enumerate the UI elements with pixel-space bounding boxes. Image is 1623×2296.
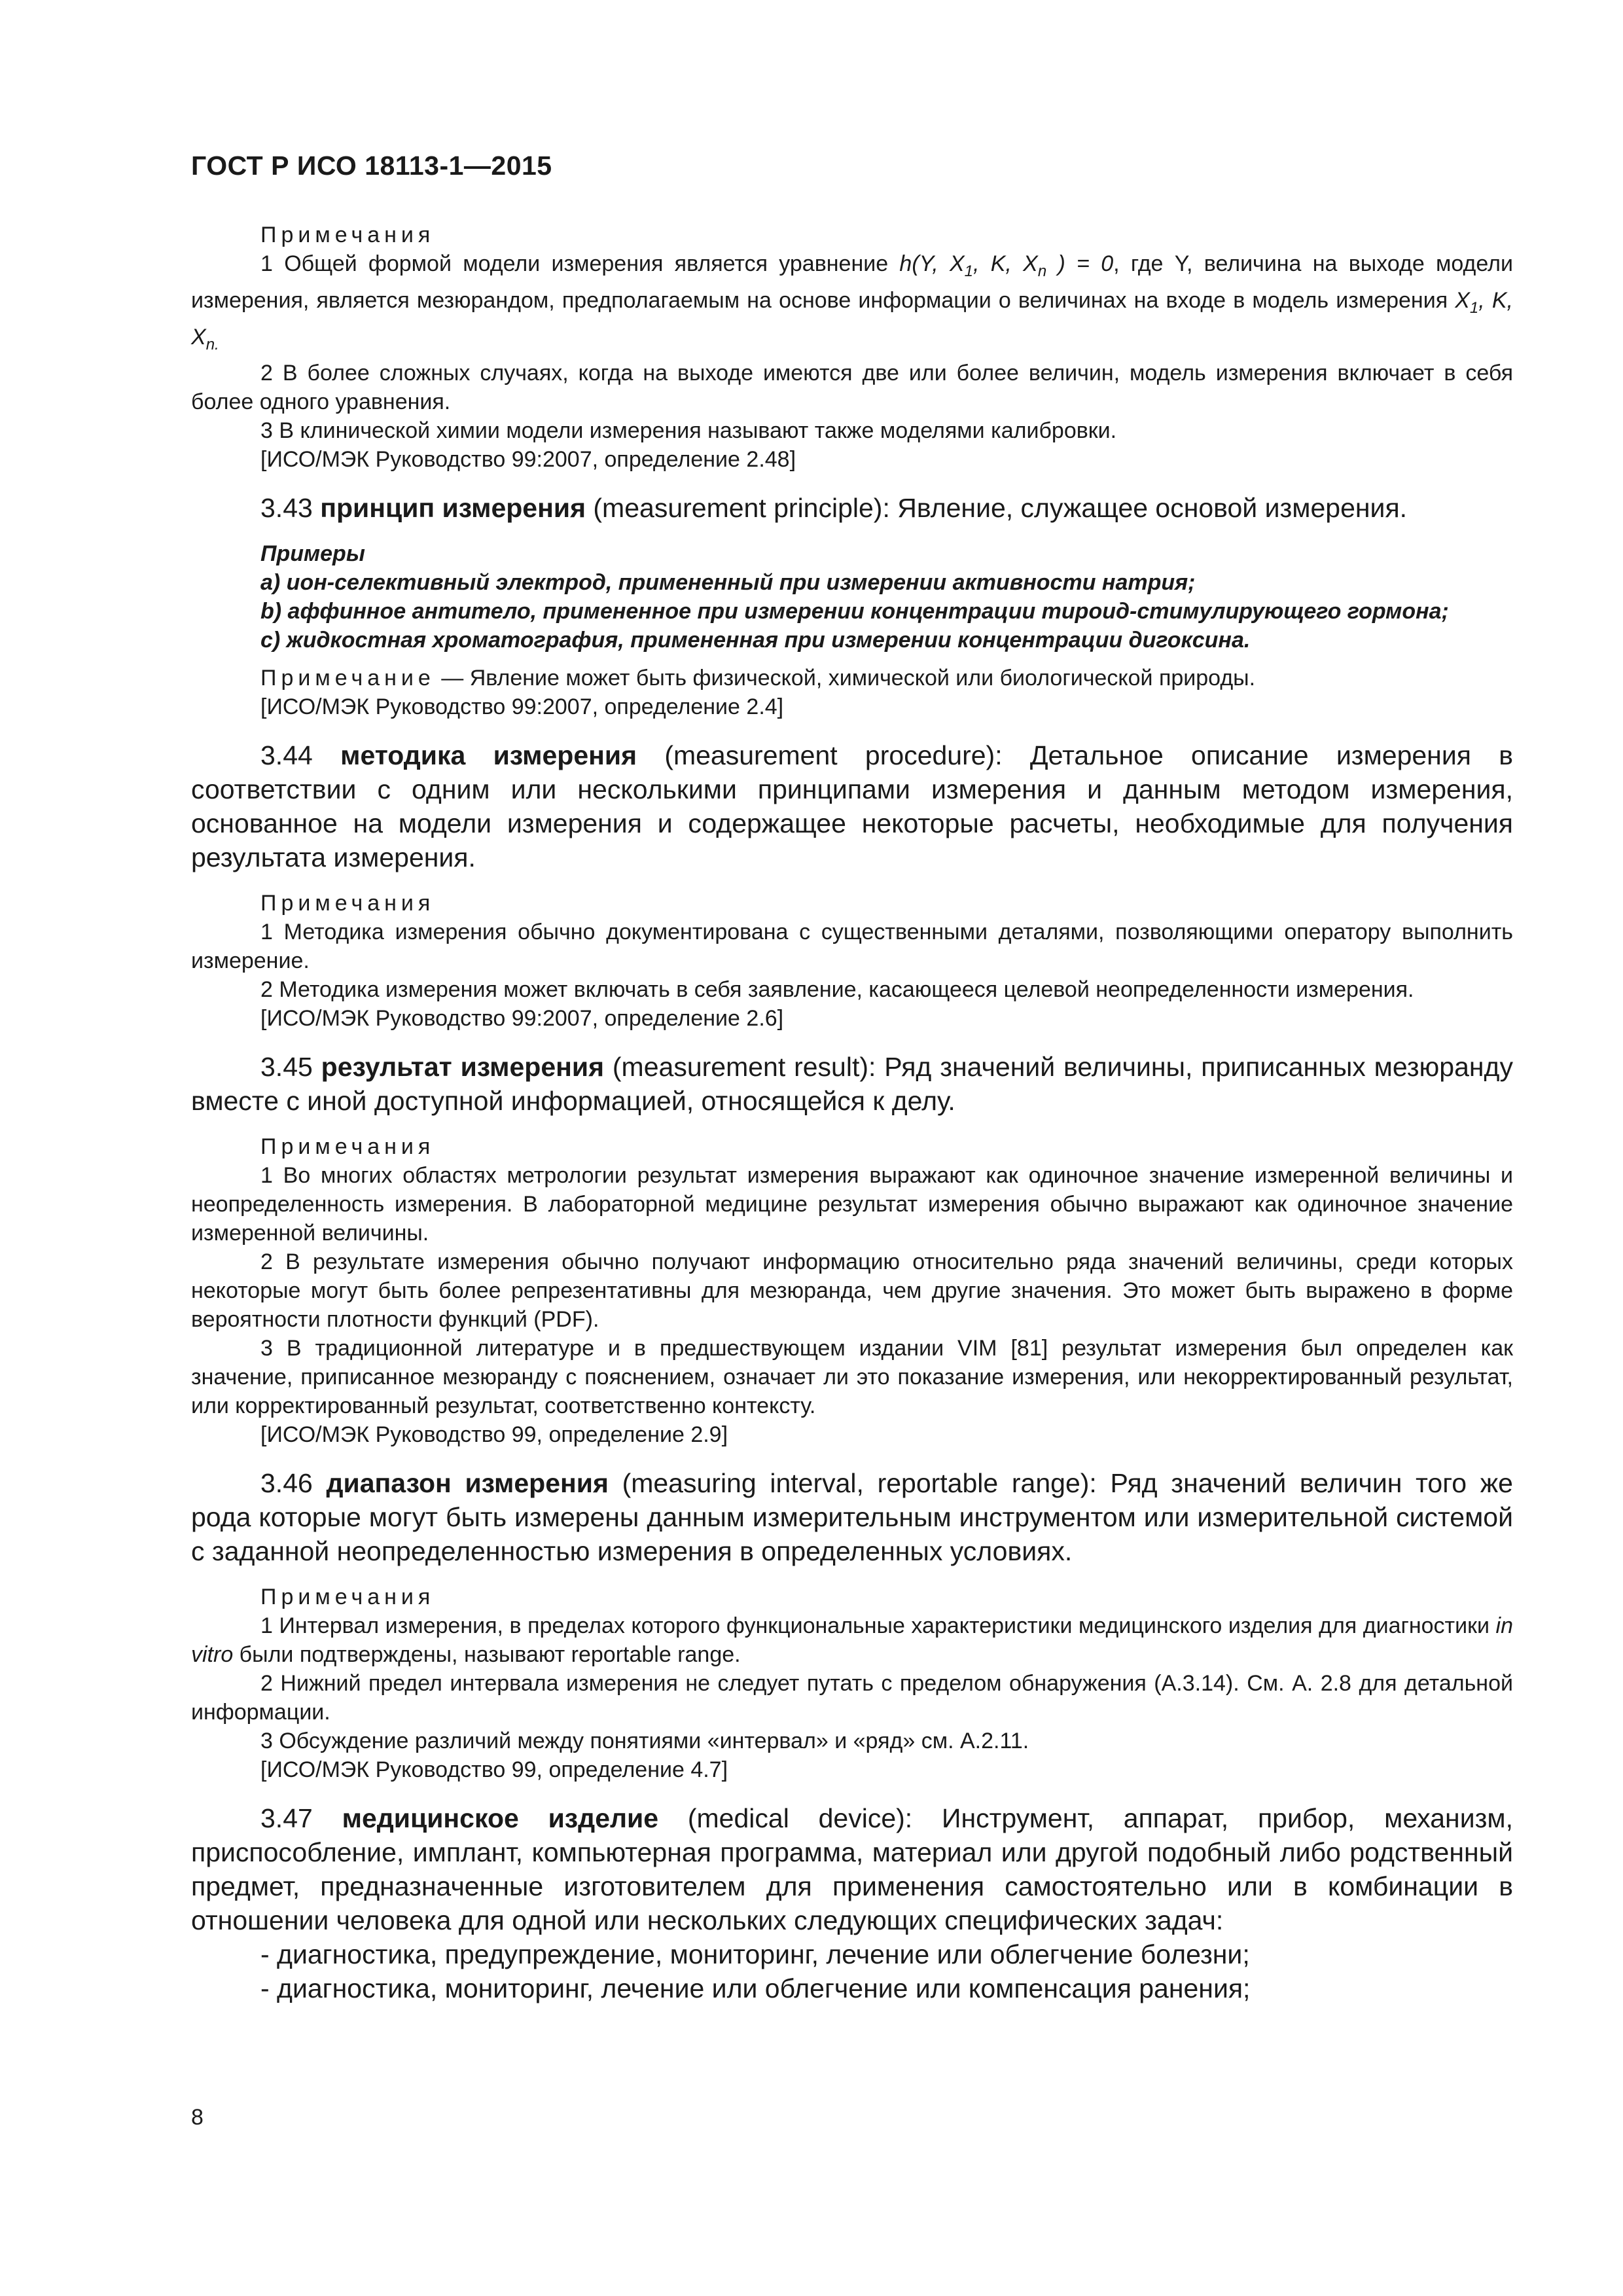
notes-heading: Примечания — [260, 891, 435, 916]
source-reference: [ИСО/МЭК Руководство 99:2007, определение 2.4] — [260, 694, 784, 720]
note-italic: in vitro — [191, 1613, 1513, 1668]
note-item — [191, 249, 1513, 359]
page-number: 8 — [191, 2105, 204, 2130]
notes-3-44 — [191, 889, 1513, 1033]
term-definition: : Ряд значений величин того же рода которые могут быть измерены данным измерительным инструментом или измерительной системой с заданной неопределенностью измерения в определенных условиях. — [191, 1468, 1513, 1567]
term-number: 3.47 — [260, 1803, 313, 1834]
note-text: 1 Интервал измерения, в пределах которого функциональные характеристики медицинского изделия для диагностики — [260, 1613, 1496, 1639]
formula-subscript: 1 — [964, 262, 973, 280]
example-item: с) жидкостная хроматография, примененная при измерении концентрации дигоксина. — [260, 628, 1251, 653]
source-reference: [ИСО/МЭК Руководство 99:2007, определение 2.48] — [260, 447, 796, 473]
term-number: 3.44 — [260, 740, 313, 771]
term-number: 3.45 — [260, 1052, 313, 1083]
note-item: 3 Обсуждение различий между понятиями «интервал» и «ряд» см. А.2.11. — [260, 1729, 1029, 1754]
term-number: 3.43 — [260, 493, 313, 524]
note-item: 3 В традиционной литературе и в предшествующем издании VIM [81] результат измерения был определен как значение, приписанное мезюранду с пояснением, означает ли это показание измерения, или некорректированный результат, или корректированный результат, соответственно контексту. — [191, 1336, 1513, 1419]
note-item: 1 Во многих областях метрологии результат измерения выражают как одиночное значение измеренной величины и неопределенность измерения. В лабораторной медицине результат измерения обычно выражают как одиночное значение измеренной величины. — [191, 1163, 1513, 1246]
example-item: а) ион-селективный электрод, примененный при измерении активности натрия; — [260, 570, 1196, 596]
term-paragraph — [191, 738, 1513, 874]
term-definition: : Детальное описание измерения в соответствии с одним или несколькими принципами измерения и данным методом измерения, основанное на модели измерения и содержащее некоторые расчеты, необходимые для получения результата измерения. — [191, 740, 1513, 873]
note-item: 2 В результате измерения обычно получают информацию относительно ряда значений величины, среди которых некоторые могут быть более репрезентативны для мезюранда, чем другие значения. Это может быть выражено в форме вероятности плотности функций (PDF). — [191, 1249, 1513, 1333]
formula-part: h(Y, X — [899, 251, 965, 276]
example-item: b) аффинное антитело, примененное при измерении концентрации тироид-стимулирующего гормона; — [260, 599, 1449, 624]
notes-3-45 — [191, 1132, 1513, 1449]
source-reference: [ИСО/МЭК Руководство 99, определение 2.9] — [260, 1422, 728, 1448]
term-paragraph — [191, 1466, 1513, 1568]
term-name: медицинское изделие — [342, 1803, 659, 1834]
formula-part: ) = 0 — [1046, 251, 1114, 276]
note-text: — Явление может быть физической, химической или биологической природы. — [435, 666, 1256, 691]
note-text: были подтверждены, называют reportable range. — [233, 1642, 741, 1668]
term-name: методика измерения — [340, 740, 637, 771]
note-item — [191, 1611, 1513, 1669]
note-item — [191, 664, 1513, 692]
term-3-43 — [191, 491, 1513, 525]
formula-subscript: n. — [205, 335, 219, 353]
note-item: 2 Нижний предел интервала измерения не следует путать с пределом обнаружения (А.3.14). См. А. 2.8 для детальной информации. — [191, 1671, 1513, 1725]
term-3-45 — [191, 1050, 1513, 1118]
notes-heading: Примечания — [260, 1134, 435, 1160]
source-reference: [ИСО/МЭК Руководство 99, определение 4.7] — [260, 1757, 728, 1783]
formula-part: , K, X — [191, 287, 1513, 350]
term-english: (measurement result) — [612, 1052, 868, 1083]
term-english: (measurement procedure) — [664, 740, 995, 771]
note-text: , где Y, величина на выходе модели измерения, является мезюрандом, предполагаемым на основе информации о величинах на входе в модель измерения — [191, 251, 1514, 313]
formula-subscript: n — [1037, 262, 1047, 280]
term-3-46 — [191, 1466, 1513, 1568]
term-number: 3.46 — [260, 1468, 313, 1499]
note-item: 2 В более сложных случаях, когда на выходе имеются две или более величин, модель измерения включает в себя более одного уравнения. — [191, 361, 1513, 415]
note-item: 1 Методика измерения обычно документирована с существенными деталями, позволяющими оператору выполнить измерение. — [191, 920, 1513, 974]
notes-top — [191, 221, 1513, 474]
term-name: диапазон измерения — [326, 1468, 609, 1499]
source-reference: [ИСО/МЭК Руководство 99:2007, определение 2.6] — [260, 1006, 784, 1031]
term-paragraph — [191, 491, 1513, 525]
notes-heading: Примечания — [260, 1585, 435, 1610]
term-definition: : Ряд значений величины, приписанных мезюранду вместе с иной доступной информацией, относящейся к делу. — [191, 1052, 1513, 1117]
note-3-43 — [191, 664, 1513, 721]
term-3-44 — [191, 738, 1513, 874]
term-paragraph — [191, 1801, 1513, 1937]
term-english: (medical device) — [687, 1803, 905, 1834]
formula — [899, 251, 1114, 280]
formula-part: X — [1455, 287, 1470, 313]
term-3-47 — [191, 1801, 1513, 2005]
notes-3-46 — [191, 1583, 1513, 1784]
notes-heading: Примечания — [260, 223, 435, 247]
list-item: - диагностика, предупреждение, мониторинг, лечение или облегчение болезни; — [260, 1939, 1250, 1970]
examples-heading: Примеры — [260, 541, 365, 567]
term-name: результат измерения — [321, 1052, 605, 1083]
formula-subscript: 1 — [1469, 298, 1479, 317]
term-definition: : Инструмент, аппарат, прибор, механизм, приспособление, имплант, компьютерная программа, материал или другой подобный либо родственный предмет, предназначенные изготовителем для применения самостоятельно или в комбинации в отношении человека для одной или нескольких следующих специфических задач: — [191, 1803, 1513, 1936]
term-name: принцип измерения — [320, 493, 586, 524]
list-item: - диагностика, мониторинг, лечение или облегчение или компенсация ранения; — [260, 1973, 1251, 2004]
term-definition: : Явление, служащее основой измерения. — [882, 493, 1408, 524]
page-header: ГОСТ Р ИСО 18113-1—2015 — [191, 151, 552, 181]
note-text: 1 Общей формой модели измерения является уравнение — [260, 251, 900, 276]
term-english: (measuring interval, reportable range) — [622, 1468, 1090, 1499]
term-english: (measurement principle) — [593, 493, 883, 524]
examples-3-43 — [191, 539, 1513, 655]
term-paragraph — [191, 1050, 1513, 1118]
note-label: Примечание — [260, 666, 435, 691]
formula-part: , K, X — [972, 251, 1038, 276]
note-item: 2 Методика измерения может включать в себя заявление, касающееся целевой неопределенности измерения. — [260, 977, 1414, 1003]
note-item: 3 В клинической химии модели измерения называют также моделями калибровки. — [260, 418, 1117, 444]
